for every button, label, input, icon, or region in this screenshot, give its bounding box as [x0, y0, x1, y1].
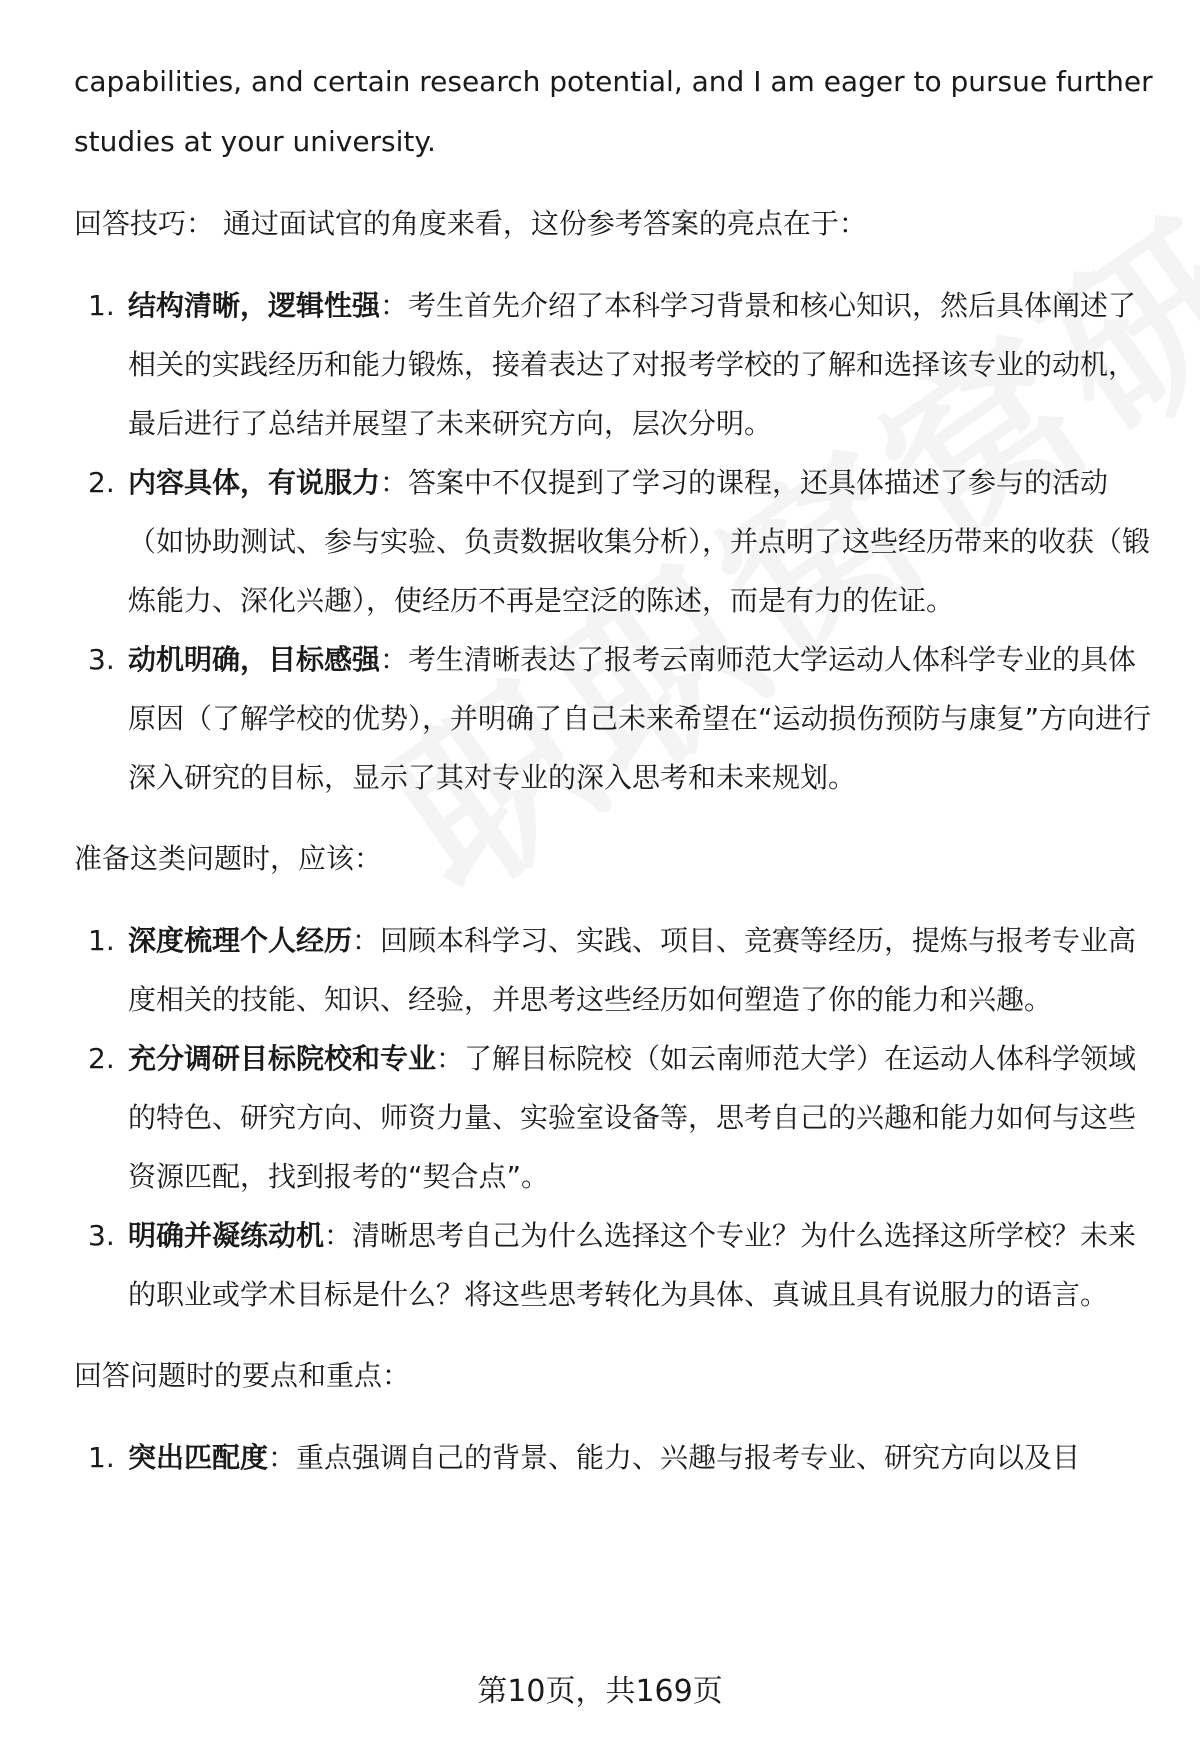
item-title: 明确并凝练动机 [128, 1219, 325, 1252]
item-text: ：了解目标院校（如云南师范大学）在运动人体科学领域的特色、研究方向、师资力量、实验室设备等，思考自己的兴趣和能力如何与这些资源匹配，找到报考的“契合点”。 [128, 1042, 1137, 1193]
list-item [74, 1206, 1154, 1324]
item-text: ：清晰思考自己为什么选择这个专业？为什么选择这所学校？未来的职业或学术目标是什么？将这些思考转化为具体、真诚且具有说服力的语言。 [128, 1219, 1137, 1311]
list-item [74, 911, 1154, 1029]
item-text: ：重点强调自己的背景、能力、兴趣与报考专业、研究方向以及目 [268, 1441, 1081, 1474]
page-content [74, 52, 1154, 1509]
item-number: 1. [88, 1441, 115, 1474]
section-heading-key-points: 回答问题时的要点和重点： [74, 1359, 411, 1392]
list-item [74, 630, 1154, 807]
item-number: 3. [88, 1219, 115, 1252]
item-title: 充分调研目标院校和专业 [128, 1042, 437, 1075]
item-number: 2. [88, 1042, 115, 1075]
item-title: 动机明确，目标感强 [128, 643, 381, 676]
preparation-list [74, 911, 1154, 1324]
item-number: 1. [88, 924, 115, 957]
item-title: 深度梳理个人经历 [128, 924, 353, 957]
item-number: 1. [88, 289, 115, 322]
answer-tips-list [74, 276, 1154, 807]
item-number: 2. [88, 466, 115, 499]
item-text: ：回顾本科学习、实践、项目、竞赛等经历，提炼与报考专业高度相关的技能、知识、经验，并思考这些经历如何塑造了你的能力和兴趣。 [128, 924, 1137, 1016]
item-number: 3. [88, 643, 115, 676]
intro-paragraph: capabilities, and certain research potential, and I am eager to pursue further studies at your university. [74, 65, 1153, 158]
list-item [74, 276, 1154, 453]
key-points-list [74, 1428, 1154, 1487]
list-item [74, 1029, 1154, 1206]
item-title: 结构清晰，逻辑性强 [128, 289, 381, 322]
item-title: 内容具体，有说服力 [128, 466, 381, 499]
item-text: ：考生清晰表达了报考云南师范大学运动人体科学专业的具体原因（了解学校的优势），并明确了自己未来希望在“运动损伤预防与康复”方向进行深入研究的目标，显示了其对专业的深入思考和未来规划。 [128, 643, 1152, 794]
section-heading-answer-tips: 回答技巧： 通过面试官的角度来看，这份参考答案的亮点在于： [74, 207, 867, 240]
section-heading-preparation: 准备这类问题时，应该： [74, 842, 383, 875]
list-item [74, 1428, 1154, 1487]
page-number-footer: 第10页，共169页 [477, 1674, 723, 1709]
item-text: ：答案中不仅提到了学习的课程，还具体描述了参与的活动（如协助测试、参与实验、负责数据收集分析），并点明了这些经历带来的收获（锻炼能力、深化兴趣），使经历不再是空泛的陈述，而是有力的佐证。 [128, 466, 1151, 617]
item-title: 突出匹配度 [128, 1441, 269, 1474]
list-item [74, 453, 1154, 630]
item-text: ：考生首先介绍了本科学习背景和核心知识，然后具体阐述了相关的实践经历和能力锻炼，接着表达了对报考学校的了解和选择该专业的动机，最后进行了总结并展望了未来研究方向，层次分明。 [128, 289, 1137, 440]
